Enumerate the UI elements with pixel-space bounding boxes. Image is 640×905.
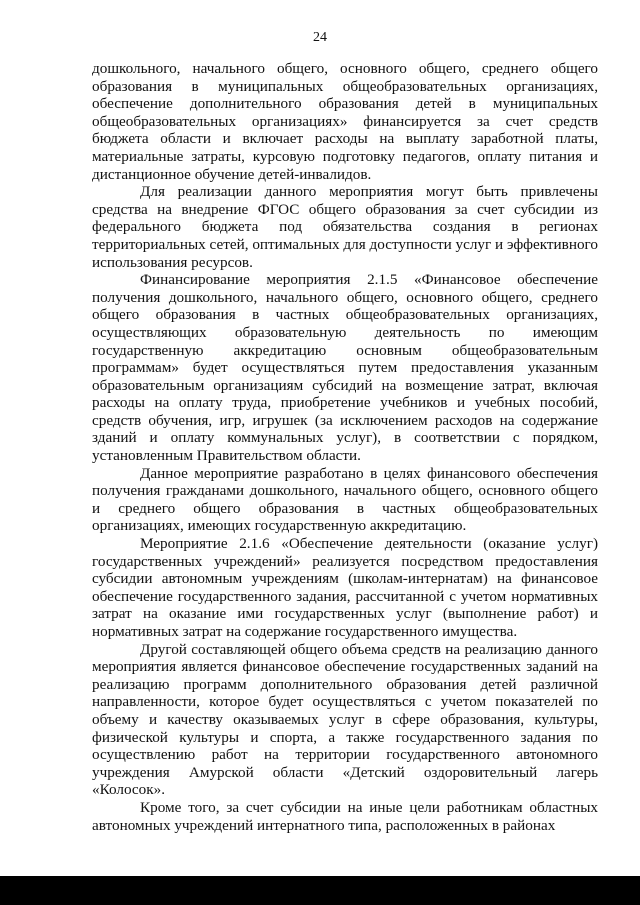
paragraph: Для реализации данного мероприятия могут быть привлечены средства на внедрение ФГОС общего образования за счет субсидии из федерального бюджета под обязательства создания в регионах территориальных сетей, оптимальных для доступности услуг и эффективного использования ресурсов. [92,183,599,271]
paragraph: Данное мероприятие разработано в целях финансового обеспечения получения гражданами дошкольного, начального общего, основного общего и среднего общего образования в частных общеобразовательных организациях, имеющих государственную аккредитацию. [92,464,598,535]
paragraph: Другой составляющей общего объема средств на реализацию данного мероприятия является финансовое обеспечение государственных заданий на реализацию программ дополнительного образования детей различной направленности, которое будет осуществляться с учетом показателей по объему и качеству оказываемых услуг в сфере образования, культуры, физической культуры и спорта, а также государственного задания по осуществлению работ на территории государственного автономного учреждения Амурской области «Детский оздоровительный лагерь «Колосок». [92,640,598,799]
scan-bottom-border [0,876,640,905]
page-number: 24 [313,30,327,45]
paragraph: Финансирование мероприятия 2.1.5 «Финансовое обеспечение получения дошкольного, начального общего, основного общего, среднего общего образования в частных общеобразовательных организациях, осуществляющих образовательную деятельность по имеющим государственную аккредитацию основным общеобразовательным программам» будет осуществляться путем предоставления указанным образовательным организациям субсидий на возмещение затрат, включая расходы на оплату труда, приобретение учебников и учебных пособий, средств обучения, игр, игрушек (за исключением расходов на содержание зданий и оплату коммунальных услуг), в соответствии с порядком, установленным Правительством области. [92,271,598,465]
paragraph: Мероприятие 2.1.6 «Обеспечение деятельности (оказание услуг) государственных учреждений» реализуется посредством предоставления субсидии автономным учреждениям (школам-интернатам) на финансовое обеспечение государственного задания, рассчитанной с учетом нормативных затрат на оказание ими государственных услуг (выполнение работ) и нормативных затрат на содержание государственного имущества. [92,535,598,640]
paragraph: дошкольного, начального общего, основного общего, среднего общего образования в муниципальных общеобразовательных организациях, обеспечение дополнительного образования детей в муниципальных общеобразовательных организациях» финансируется за счет средств бюджета области и включает расходы на выплату заработной платы, материальные затраты, курсовую подготовку педагогов, оплату питания и дистанционное обучение детей-инвалидов. [92,60,598,183]
paragraph: Кроме того, за счет субсидии на иные цели работникам областных автономных учреждений интернатного типа, расположенных в районах [92,798,598,834]
document-body [92,60,598,834]
